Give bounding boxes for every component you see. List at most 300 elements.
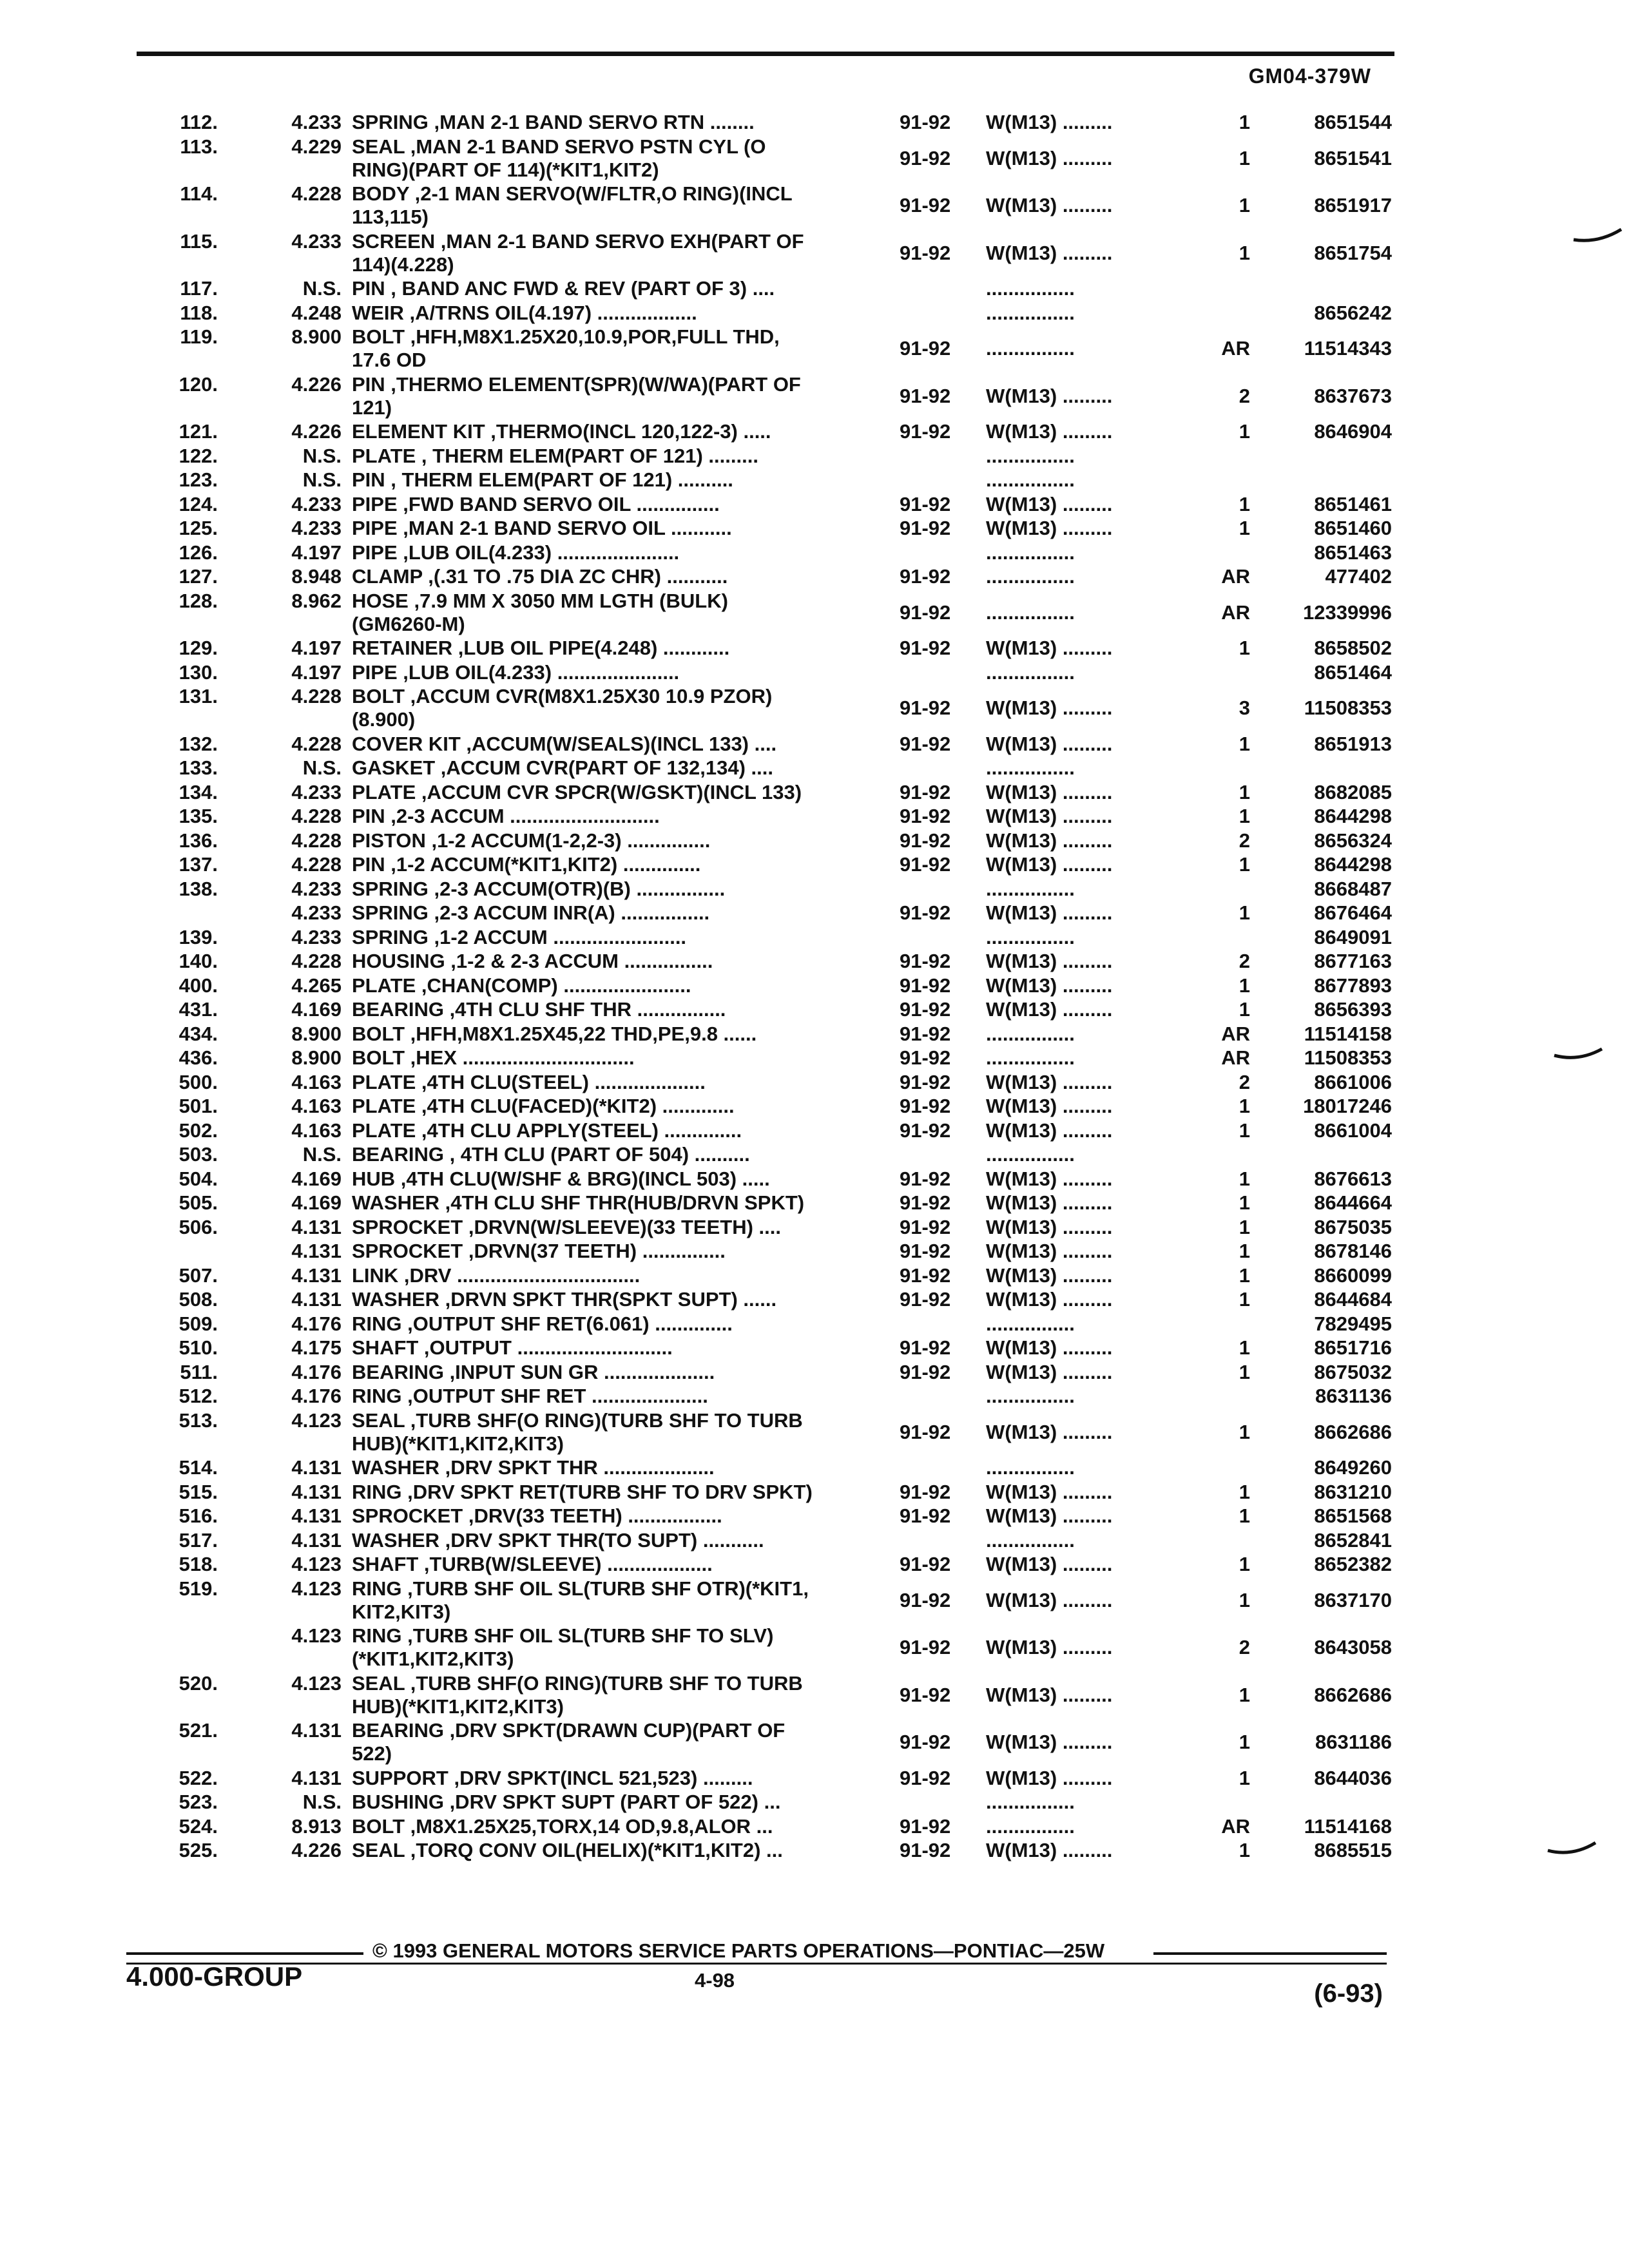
part-description: HOSE ,7.9 MM X 3050 MM LGTH (BULK) (GM6260-M) [352,589,728,635]
part-description: PIPE ,LUB OIL(4.233) ...................... [352,660,680,684]
part-number: 8656324 [1314,829,1392,852]
model-code: ................ [986,1385,1075,1407]
part-number: 8676464 [1314,901,1392,924]
table-row [0,1023,1629,1046]
part-number: 8651754 [1314,241,1392,264]
ref-number: 112. [180,111,218,133]
part-description: RETAINER ,LUB OIL PIPE(4.248) ............ [352,637,730,659]
ref-number: 113. [180,135,218,158]
part-description: BEARING , 4TH CLU (PART OF 504) .......... [352,1143,750,1166]
part-number: 8651544 [1314,111,1392,133]
part-number: 8651463 [1314,541,1392,564]
model-years: 91-92 [900,1191,951,1214]
ref-number: 506. [178,1215,218,1238]
figure-number: 4.131 [291,1480,342,1503]
quantity: 1 [1239,1731,1250,1753]
part-number: 11514168 [1304,1814,1392,1838]
figure-number: 4.131 [291,1288,342,1311]
ref-number: 518. [178,1553,218,1575]
table-row [0,998,1629,1022]
part-number: 8649260 [1314,1456,1392,1479]
figure-number: 4.123 [291,1671,342,1695]
part-number: 8644684 [1314,1288,1392,1311]
quantity: AR [1221,1046,1250,1069]
quantity: 2 [1239,384,1250,407]
footer-rule-right [1153,1952,1387,1955]
part-description: SPRING ,MAN 2-1 BAND SERVO RTN ........ [352,111,755,133]
quantity: 1 [1239,1095,1250,1117]
table-row [0,468,1629,492]
figure-number: 4.163 [291,1119,342,1142]
model-code: W(M13) ......... [986,1553,1113,1575]
part-number: 8656242 [1314,301,1392,324]
model-code: W(M13) ......... [986,1336,1113,1359]
part-number: 11508353 [1304,1046,1392,1069]
model-code: ................ [986,660,1075,684]
table-row [0,1791,1629,1814]
figure-number: 4.197 [291,541,342,564]
model-code: W(M13) ......... [986,1119,1113,1142]
ref-number: 125. [178,517,218,539]
table-row [0,517,1629,541]
model-code: ................ [986,468,1075,491]
part-description: SPROCKET ,DRV(33 TEETH) ................. [352,1504,722,1527]
figure-number: 4.169 [291,1167,342,1190]
part-number: 8631186 [1315,1731,1392,1753]
quantity: 2 [1239,829,1250,852]
model-code: ................ [986,1791,1075,1813]
model-code: ................ [986,1022,1075,1045]
figure-number: 4.197 [291,637,342,659]
part-number: 8651716 [1314,1336,1392,1359]
table-row [0,111,1629,135]
quantity: 1 [1239,805,1250,827]
ref-number: 503. [178,1143,218,1166]
part-description: SEAL ,TORQ CONV OIL(HELIX)(*KIT1,KIT2) ... [352,1839,783,1861]
ref-number: 133. [178,756,218,779]
part-description: WASHER ,4TH CLU SHF THR(HUB/DRVN SPKT) [352,1191,805,1214]
part-description: PIPE ,MAN 2-1 BAND SERVO OIL ........... [352,517,732,539]
part-description: PIPE ,FWD BAND SERVO OIL ............... [352,492,720,515]
model-years: 91-92 [900,637,951,659]
figure-number: 4.233 [291,877,342,900]
footer-rule-left [126,1952,363,1955]
model-code: ................ [986,444,1075,467]
model-code: W(M13) ......... [986,829,1113,852]
table-row [0,1553,1629,1577]
ref-number: 118. [180,301,218,324]
quantity: 1 [1239,517,1250,539]
table-row [0,230,1629,277]
part-description: WASHER ,DRV SPKT THR .................... [352,1456,715,1479]
part-number: 8631210 [1314,1480,1392,1503]
figure-number: 4.229 [291,135,342,158]
margin-mark [1553,1043,1605,1068]
table-row [0,1216,1629,1240]
table-row [0,1839,1629,1863]
model-years: 91-92 [900,1839,951,1861]
part-description: BOLT ,HFH,M8X1.25X45,22 THD,PE,9.8 ...... [352,1022,757,1045]
table-row [0,1095,1629,1119]
quantity: 1 [1239,1766,1250,1789]
ref-number: 400. [178,974,218,997]
ref-number: 515. [178,1480,218,1503]
part-number: 11514343 [1304,337,1392,360]
part-description: GASKET ,ACCUM CVR(PART OF 132,134) .... [352,756,773,779]
table-row [0,1719,1629,1766]
figure-number: 4.228 [291,853,342,876]
model-code: W(M13) ......... [986,998,1113,1021]
model-code: W(M13) ......... [986,637,1113,659]
table-row [0,926,1629,950]
model-code: W(M13) ......... [986,1480,1113,1503]
table-row [0,733,1629,756]
model-years: 91-92 [900,1095,951,1117]
table-row [0,1815,1629,1839]
part-description: PIN , THERM ELEM(PART OF 121) .......... [352,468,733,491]
model-code: W(M13) ......... [986,697,1113,719]
part-number: 11514158 [1304,1022,1392,1045]
model-years: 91-92 [900,565,951,588]
part-number: 8668487 [1314,877,1392,900]
model-years: 91-92 [900,1766,951,1789]
ref-number: 136. [178,829,218,852]
ref-number: 513. [178,1408,218,1432]
table-row [0,1288,1629,1312]
model-code: ................ [986,756,1075,779]
figure-number: 4.131 [291,1264,342,1287]
quantity: AR [1221,1022,1250,1045]
part-description: PIN , BAND ANC FWD & REV (PART OF 3) .... [352,277,775,300]
model-years: 91-92 [900,780,951,803]
part-description: PIN ,1-2 ACCUM(*KIT1,KIT2) .............. [352,853,701,876]
quantity: 2 [1239,1070,1250,1093]
table-row [0,325,1629,372]
part-description: SEAL ,TURB SHF(O RING)(TURB SHF TO TURB HUB)(*KIT1,KIT2,KIT3) [352,1408,803,1455]
part-number: 8637673 [1314,384,1392,407]
part-number: 12339996 [1303,601,1392,624]
table-row [0,1385,1629,1408]
part-number: 11508353 [1304,697,1392,719]
model-code: W(M13) ......... [986,780,1113,803]
model-code: W(M13) ......... [986,974,1113,997]
table-row [0,1767,1629,1791]
part-description: PLATE ,4TH CLU APPLY(STEEL) .............. [352,1119,742,1142]
model-code: ................ [986,1143,1075,1166]
model-code: W(M13) ......... [986,1288,1113,1311]
table-row [0,590,1629,637]
table-row [0,1071,1629,1095]
quantity: 1 [1239,241,1250,264]
part-description: HUB ,4TH CLU(W/SHF & BRG)(INCL 503) ..... [352,1167,770,1190]
ref-number: 501. [178,1095,218,1117]
quantity: 3 [1239,697,1250,719]
ref-number: 502. [178,1119,218,1142]
part-number: 8675032 [1314,1360,1392,1383]
ref-number: 510. [178,1336,218,1359]
model-code: W(M13) ......... [986,1240,1113,1262]
table-row [0,1361,1629,1385]
part-description: PLATE ,CHAN(COMP) ....................... [352,974,691,997]
model-years: 91-92 [900,1022,951,1045]
part-description: PLATE ,4TH CLU(STEEL) .................... [352,1070,706,1093]
part-description: SUPPORT ,DRV SPKT(INCL 521,523) ......... [352,1766,753,1789]
figure-number: 4.228 [291,732,342,755]
figure-number: 4.175 [291,1336,342,1359]
model-years: 91-92 [900,1070,951,1093]
model-years: 91-92 [900,146,951,169]
figure-number: N.S. [302,277,342,300]
footer-group: 4.000-GROUP [126,1961,303,1992]
model-code: W(M13) ......... [986,853,1113,876]
table-row [0,1672,1629,1719]
figure-number: 4.228 [291,950,342,972]
model-code: W(M13) ......... [986,1766,1113,1789]
part-number: 8646904 [1314,420,1392,443]
model-code: W(M13) ......... [986,1191,1113,1214]
quantity: 1 [1239,901,1250,924]
ref-number: 507. [178,1264,218,1287]
ref-number: 521. [178,1719,218,1742]
ref-number: 434. [178,1022,218,1045]
figure-number: 4.169 [291,1191,342,1214]
part-number: 8651913 [1314,732,1392,755]
ref-number: 523. [178,1791,218,1813]
figure-number: 4.233 [291,111,342,133]
table-row [0,1119,1629,1143]
footer-copyright: © 1993 GENERAL MOTORS SERVICE PARTS OPERATIONS—PONTIAC—25W [372,1939,1105,1962]
figure-number: 4.131 [291,1240,342,1262]
part-description: BEARING ,DRV SPKT(DRAWN CUP)(PART OF 522) [352,1719,786,1765]
table-row [0,853,1629,877]
part-description: PISTON ,1-2 ACCUM(1-2,2-3) ............... [352,829,711,852]
quantity: 1 [1239,998,1250,1021]
quantity: 1 [1239,1191,1250,1214]
part-number: 8644664 [1314,1191,1392,1214]
table-row [0,1577,1629,1624]
model-code: W(M13) ......... [986,241,1113,264]
table-row [0,974,1629,998]
part-description: BOLT ,ACCUM CVR(M8X1.25X30 10.9 PZOR) (8.900) [352,685,773,731]
part-description: BEARING ,INPUT SUN GR .................... [352,1360,715,1383]
quantity: 1 [1239,1504,1250,1527]
model-code: W(M13) ......... [986,1683,1113,1706]
quantity: AR [1221,601,1250,624]
figure-number: 4.233 [291,492,342,515]
ref-number: 123. [178,468,218,491]
model-code: ................ [986,1814,1075,1838]
figure-number: 4.248 [291,301,342,324]
part-number: 8651568 [1314,1504,1392,1527]
ref-number: 137. [178,853,218,876]
ref-number: 519. [178,1577,218,1600]
model-code: W(M13) ......... [986,1360,1113,1383]
model-code: W(M13) ......... [986,517,1113,539]
part-number: 8685515 [1314,1839,1392,1861]
table-row [0,901,1629,925]
quantity: 1 [1239,1360,1250,1383]
model-code: W(M13) ......... [986,1588,1113,1611]
quantity: 1 [1239,974,1250,997]
footer-rule-full [126,1963,1387,1965]
table-row [0,950,1629,974]
quantity: 1 [1239,853,1250,876]
figure-number: 4.228 [291,829,342,852]
table-row [0,302,1629,325]
part-number: 8662686 [1314,1420,1392,1443]
figure-number: 8.900 [291,325,342,348]
part-description: BUSHING ,DRV SPKT SUPT (PART OF 522) ... [352,1791,781,1813]
part-description: PIN ,THERMO ELEMENT(SPR)(W/WA)(PART OF 121) [352,372,801,419]
part-number: 8649091 [1314,925,1392,948]
part-number: 8652841 [1314,1528,1392,1552]
part-description: SPRING ,2-3 ACCUM(OTR)(B) ................ [352,877,726,900]
part-number: 8682085 [1314,780,1392,803]
figure-number: 4.226 [291,420,342,443]
table-row [0,1264,1629,1288]
model-code: ................ [986,301,1075,324]
part-number: 8677163 [1314,950,1392,972]
quantity: AR [1221,1814,1250,1838]
figure-number: 4.176 [291,1312,342,1335]
quantity: 1 [1239,146,1250,169]
table-row [0,661,1629,685]
part-number: 8651541 [1314,146,1392,169]
ref-number: 520. [178,1671,218,1695]
model-code: W(M13) ......... [986,805,1113,827]
part-description: RING ,OUTPUT SHF RET(6.061) .............. [352,1312,733,1335]
part-description: WASHER ,DRV SPKT THR(TO SUPT) ........... [352,1528,764,1552]
figure-number: 4.123 [291,1624,342,1647]
model-years: 91-92 [900,601,951,624]
part-number: 8677893 [1314,974,1392,997]
ref-number: 431. [178,998,218,1021]
table-row [0,1240,1629,1264]
model-code: W(M13) ......... [986,1731,1113,1753]
quantity: 2 [1239,950,1250,972]
ref-number: 524. [178,1814,218,1838]
figure-number: 4.228 [291,182,342,205]
model-years: 91-92 [900,732,951,755]
model-code: W(M13) ......... [986,194,1113,216]
part-description: PIN ,2-3 ACCUM ........................... [352,805,660,827]
table-row [0,565,1629,589]
ref-number: 120. [178,372,218,396]
part-description: SEAL ,TURB SHF(O RING)(TURB SHF TO TURB HUB)(*KIT1,KIT2,KIT3) [352,1671,803,1718]
quantity: 1 [1239,1215,1250,1238]
part-description: PLATE ,ACCUM CVR SPCR(W/GSKT)(INCL 133) [352,780,802,803]
ref-number: 131. [178,685,218,707]
model-years: 91-92 [900,697,951,719]
model-years: 91-92 [900,1588,951,1611]
part-description: RING ,TURB SHF OIL SL(TURB SHF OTR)(*KIT1, KIT2,KIT3) [352,1577,809,1623]
part-number: 8651461 [1314,492,1392,515]
model-code: W(M13) ......... [986,1095,1113,1117]
part-number: 8660099 [1314,1264,1392,1287]
part-description: SHAFT ,TURB(W/SLEEVE) ................... [352,1553,713,1575]
model-code: W(M13) ......... [986,950,1113,972]
quantity: 1 [1239,111,1250,133]
model-years: 91-92 [900,1504,951,1527]
ref-number: 509. [178,1312,218,1335]
quantity: 1 [1239,1119,1250,1142]
figure-number: 8.913 [291,1814,342,1838]
ref-number: 511. [180,1360,218,1383]
ref-number: 122. [178,444,218,467]
quantity: 1 [1239,1167,1250,1190]
figure-number: 4.131 [291,1215,342,1238]
figure-number: 4.123 [291,1553,342,1575]
figure-number: 4.228 [291,685,342,707]
figure-number: 4.169 [291,998,342,1021]
quantity: 1 [1239,780,1250,803]
model-years: 91-92 [900,1119,951,1142]
model-years: 91-92 [900,194,951,216]
part-number: 8656393 [1314,998,1392,1021]
table-row [0,829,1629,853]
quantity: 1 [1239,1420,1250,1443]
table-row [0,805,1629,829]
part-number: 8643058 [1314,1636,1392,1658]
ref-number: 514. [178,1456,218,1479]
model-code: W(M13) ......... [986,1636,1113,1658]
top-rule [137,52,1394,56]
part-description: WASHER ,DRVN SPKT THR(SPKT SUPT) ...... [352,1288,777,1311]
ref-number: 128. [178,589,218,612]
ref-number: 134. [178,780,218,803]
model-years: 91-92 [900,1167,951,1190]
model-years: 91-92 [900,1360,951,1383]
model-years: 91-92 [900,241,951,264]
model-code: ................ [986,1312,1075,1335]
part-description: RING ,TURB SHF OIL SL(TURB SHF TO SLV) (*KIT1,KIT2,KIT3) [352,1624,774,1670]
figure-number: 4.233 [291,925,342,948]
figure-number: 4.197 [291,660,342,684]
part-number: 8631136 [1315,1385,1392,1407]
model-code: ................ [986,565,1075,588]
ref-number: 124. [178,492,218,515]
figure-number: 4.123 [291,1577,342,1600]
model-years: 91-92 [900,111,951,133]
table-row [0,1191,1629,1215]
table-row [0,1624,1629,1671]
model-code: W(M13) ......... [986,384,1113,407]
figure-number: 4.123 [291,1408,342,1432]
figure-number: 4.163 [291,1070,342,1093]
model-years: 91-92 [900,1814,951,1838]
ref-number: 138. [178,877,218,900]
ref-number: 500. [178,1070,218,1093]
figure-number: 4.265 [291,974,342,997]
margin-mark [1572,226,1624,251]
figure-number: N.S. [302,444,342,467]
part-number: 8644036 [1314,1766,1392,1789]
model-years: 91-92 [900,974,951,997]
part-number: 8652382 [1314,1553,1392,1575]
table-row [0,1336,1629,1360]
table-row [0,756,1629,780]
part-number: 8651460 [1314,517,1392,539]
table-row [0,878,1629,901]
model-code: ................ [986,541,1075,564]
model-years: 91-92 [900,1480,951,1503]
ref-number: 127. [178,565,218,588]
model-years: 91-92 [900,1336,951,1359]
part-number: 8675035 [1314,1215,1392,1238]
model-years: 91-92 [900,1420,951,1443]
table-row [0,1143,1629,1167]
part-description: BOLT ,M8X1.25X25,TORX,14 OD,9.8,ALOR ... [352,1814,773,1838]
